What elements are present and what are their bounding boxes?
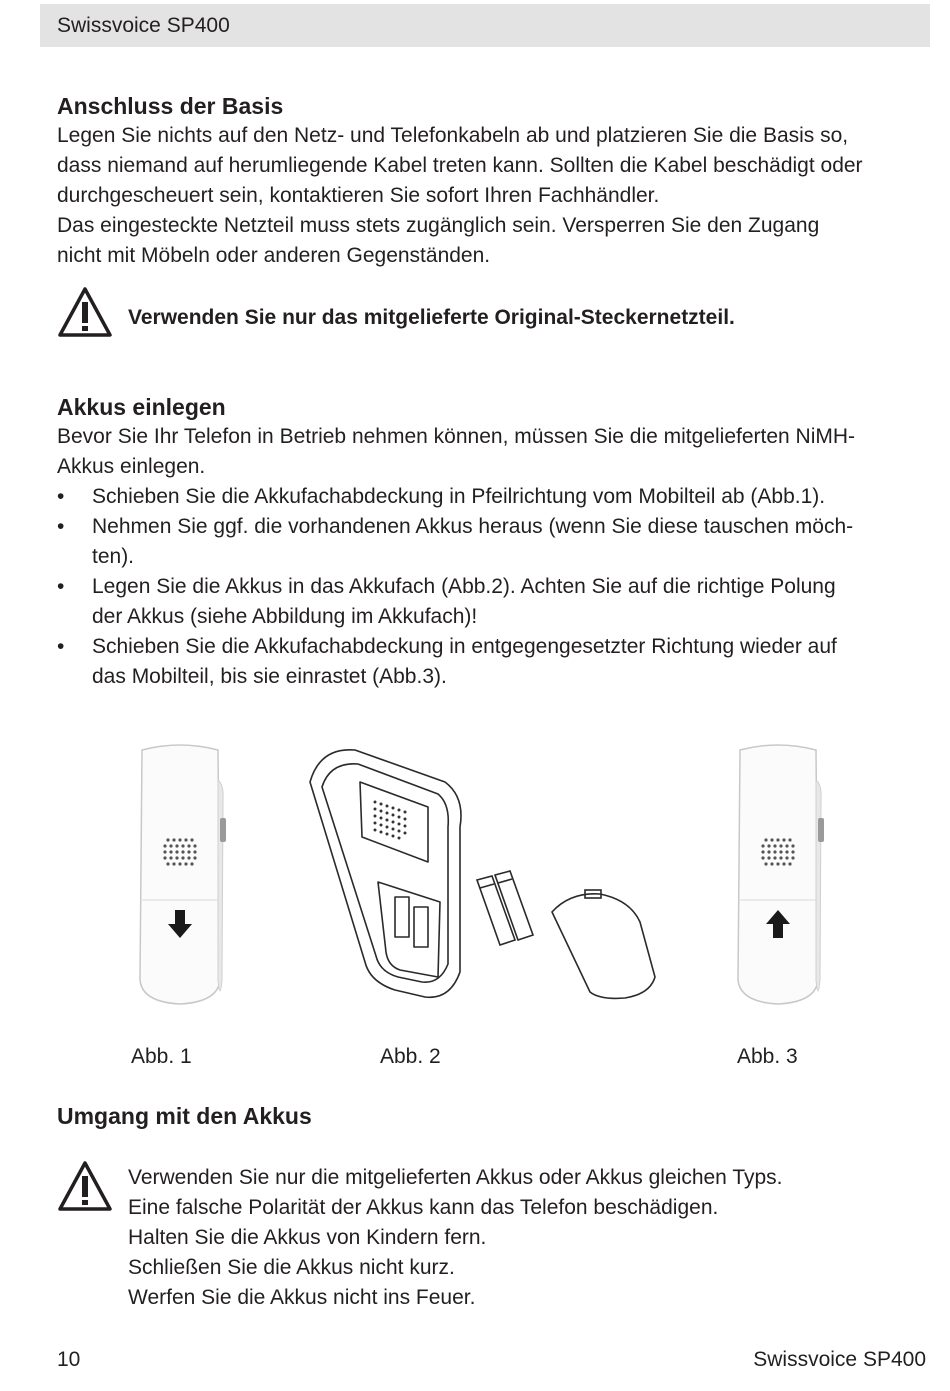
batteries-intro-line: Akkus einlegen. — [57, 455, 206, 478]
page-number: 10 — [57, 1348, 81, 1371]
bullet-symbol: • — [57, 635, 65, 658]
warning-power-supply — [57, 286, 927, 338]
warning-triangle-icon — [57, 1160, 113, 1212]
warning-text: Verwenden Sie nur das mitgelieferte Original-Steckernetzteil. — [128, 306, 735, 329]
bullet-symbol: • — [57, 485, 65, 508]
safety-line: Schließen Sie die Akkus nicht kurz. — [128, 1256, 455, 1279]
list-item — [57, 632, 927, 692]
footer-product-name: Swissvoice SP400 — [753, 1348, 926, 1371]
list-item-text: ten). — [92, 545, 135, 568]
connect-line: Legen Sie nichts auf den Netz- und Telefonkabeln ab und platzieren Sie die Basis so, — [57, 124, 849, 147]
safety-line: Eine falsche Polarität der Akkus kann das Telefon beschädigen. — [128, 1196, 719, 1219]
connect-line: dass niemand auf herumliegende Kabel treten kann. Sollten die Kabel beschädigt oder — [57, 154, 863, 177]
list-item — [57, 572, 927, 632]
section-batteries — [57, 392, 927, 692]
batteries-steps-list — [57, 482, 927, 692]
list-item-text: Schieben Sie die Akkufachabdeckung in Pfeilrichtung vom Mobilteil ab (Abb.1). — [92, 485, 826, 508]
safety-line: Halten Sie die Akkus von Kindern fern. — [128, 1226, 487, 1249]
section-heading-handling: Umgang mit den Akkus — [57, 1103, 312, 1129]
connect-line: durchgescheuert sein, kontaktieren Sie sofort Ihren Fachhändler. — [57, 184, 660, 207]
figure-2-battery-insertion — [300, 742, 670, 1007]
section-connect — [57, 91, 927, 271]
figure-3-handset-cover-reattach — [728, 740, 828, 1010]
figure-caption-1: Abb. 1 — [131, 1045, 192, 1068]
list-item — [57, 482, 927, 512]
list-item-text: Legen Sie die Akkus in das Akkufach (Abb.2). Achten Sie auf die richtige Polung — [92, 575, 836, 598]
section-handling — [57, 1101, 927, 1131]
figure-caption-2: Abb. 2 — [380, 1045, 441, 1068]
safety-line: Verwenden Sie nur die mitgelieferten Akkus oder Akkus gleichen Typs. — [128, 1166, 783, 1189]
list-item-text: Schieben Sie die Akkufachabdeckung in entgegengesetzter Richtung wieder auf — [92, 635, 837, 658]
list-item-text: Nehmen Sie ggf. die vorhandenen Akkus heraus (wenn Sie diese tauschen möch- — [92, 515, 854, 538]
figure-1-handset-cover-removal — [130, 740, 230, 1010]
bullet-symbol: • — [57, 515, 65, 538]
list-item-text: der Akkus (siehe Abbildung im Akkufach)! — [92, 605, 478, 628]
figure-caption-3: Abb. 3 — [737, 1045, 798, 1068]
section-heading-batteries: Akkus einlegen — [57, 394, 226, 420]
section-heading-connect: Anschluss der Basis — [57, 93, 284, 119]
bullet-symbol: • — [57, 575, 65, 598]
connect-line: Das eingesteckte Netzteil muss stets zugänglich sein. Versperren Sie den Zugang — [57, 214, 820, 237]
battery-pair-icon — [477, 871, 533, 945]
connect-line: nicht mit Möbeln oder anderen Gegenständen. — [57, 244, 491, 267]
battery-cover-icon — [552, 890, 655, 998]
battery-safety-list — [128, 1163, 783, 1313]
warning-triangle-icon — [57, 286, 113, 338]
safety-line: Werfen Sie die Akkus nicht ins Feuer. — [128, 1286, 476, 1309]
batteries-intro-line: Bevor Sie Ihr Telefon in Betrieb nehmen können, müssen Sie die mitgelieferten NiMH- — [57, 425, 856, 448]
list-item-text: das Mobilteil, bis sie einrastet (Abb.3). — [92, 665, 447, 688]
list-item — [57, 512, 927, 572]
header-title: Swissvoice SP400 — [57, 14, 230, 37]
